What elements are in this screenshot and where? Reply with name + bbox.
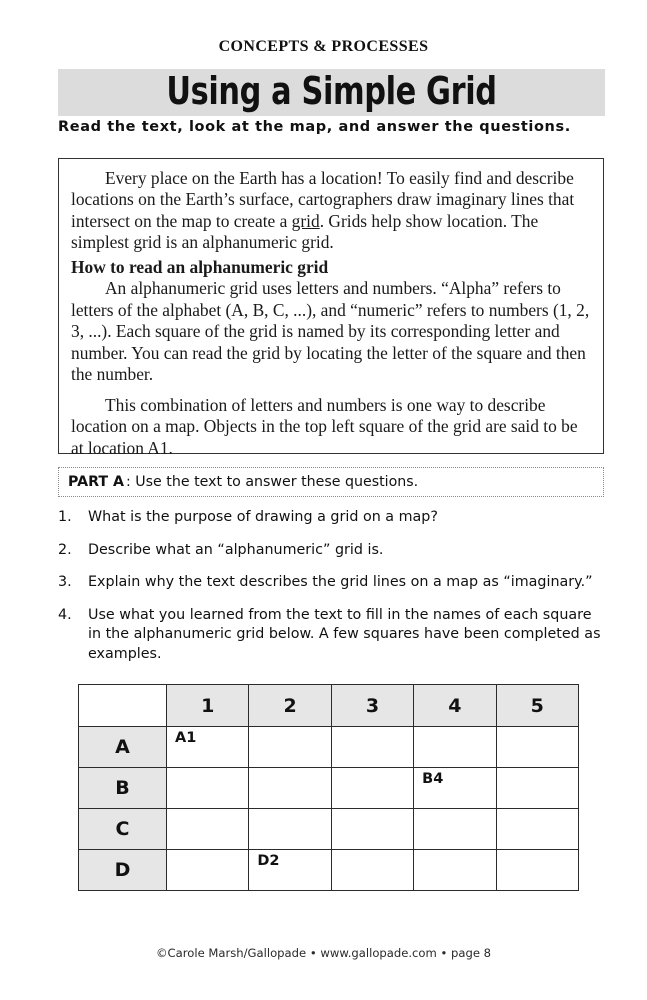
grid-cell-a5[interactable] <box>496 727 578 768</box>
question-item <box>58 541 628 561</box>
passage-p1-underlined-term: grid <box>291 210 320 231</box>
grid-cell-c5[interactable] <box>496 809 578 850</box>
alphanumeric-grid <box>78 684 579 891</box>
grid-row-header: A <box>79 727 167 768</box>
grid-cell-d1[interactable] <box>167 850 249 891</box>
question-text: Explain why the text describes the grid lines on a map as “imaginary.” <box>88 574 593 591</box>
grid-corner-cell <box>79 685 167 727</box>
alphanumeric-grid-wrapper <box>78 684 579 891</box>
question-number: 4. <box>58 606 72 623</box>
grid-cell-b3[interactable] <box>331 768 413 809</box>
grid-cell-b1[interactable] <box>167 768 249 809</box>
passage-paragraph-1 <box>71 168 591 254</box>
passage-p1-tail: . Grids help show location. The simplest grid is an alphanumeric grid. <box>71 210 539 253</box>
grid-cell-d4[interactable] <box>414 850 496 891</box>
question-text: What is the purpose of drawing a grid on a map? <box>88 509 438 525</box>
grid-cell-c4[interactable] <box>414 809 496 850</box>
grid-row <box>79 768 579 809</box>
questions-list <box>58 508 628 677</box>
grid-row-header: B <box>79 768 167 809</box>
part-a-strip <box>58 467 604 497</box>
grid-column-header: 4 <box>414 685 496 727</box>
grid-cell-a3[interactable] <box>331 727 413 768</box>
question-text: Describe what an “alphanumeric” grid is. <box>88 541 384 558</box>
instruction-line: Read the text, look at the map, and answer the questions. <box>58 119 571 135</box>
passage-paragraph-3: This combination of letters and numbers is one way to describe location on a map. Objects in the top left square of the grid are said to be at location A1. <box>71 394 578 458</box>
grid-cell-b2[interactable] <box>249 768 331 809</box>
grid-cell-b5[interactable] <box>496 768 578 809</box>
grid-column-header: 2 <box>249 685 331 727</box>
grid-cell-a4[interactable] <box>414 727 496 768</box>
passage-paragraph-2: An alphanumeric grid uses letters and numbers. “Alpha” refers to letters of the alphabet (A, B, C, ...), and “numeric” refers to numbers (1, 2, 3, ...). Each square of the grid is named by its corresponding letter and number. You can read the grid by locating the letter of the square and then the number. <box>71 278 590 385</box>
grid-cell-d2[interactable]: D2 <box>249 850 331 891</box>
grid-column-header: 5 <box>496 685 578 727</box>
question-number: 1. <box>58 509 72 525</box>
question-number: 2. <box>58 541 72 558</box>
page-footer: ©Carole Marsh/Gallopade • www.gallopade.com • page 8 <box>155 946 492 960</box>
page-title: Using a Simple Grid <box>166 69 497 113</box>
question-number: 3. <box>58 574 72 591</box>
question-item <box>58 606 628 665</box>
part-a-description: : Use the text to answer these questions. <box>125 474 419 490</box>
passage-subheading: How to read an alphanumeric grid <box>71 256 329 277</box>
grid-row-header: D <box>79 850 167 891</box>
passage-p1-lead: Every place on the Earth has a location! To easily find and describe locations on the Earth’s surface, cartographers draw imaginary lines that intersect on the map to create a <box>71 168 575 231</box>
grid-cell-c1[interactable] <box>167 809 249 850</box>
part-a-label: PART A <box>68 474 124 490</box>
grid-row-header: C <box>79 809 167 850</box>
grid-row <box>79 727 579 768</box>
section-kicker: CONCEPTS & PROCESSES <box>218 38 429 55</box>
grid-cell-b4[interactable]: B4 <box>414 768 496 809</box>
grid-row <box>79 809 579 850</box>
question-item <box>58 508 628 528</box>
reading-passage-box <box>58 158 604 458</box>
grid-column-header: 3 <box>331 685 413 727</box>
grid-cell-d5[interactable] <box>496 850 578 891</box>
grid-cell-c2[interactable] <box>249 809 331 850</box>
grid-row <box>79 850 579 891</box>
grid-column-header: 1 <box>167 685 249 727</box>
grid-cell-c3[interactable] <box>331 809 413 850</box>
grid-header-row <box>79 685 579 727</box>
question-item <box>58 573 628 593</box>
grid-cell-a1[interactable]: A1 <box>167 727 249 768</box>
question-text: Use what you learned from the text to fill in the names of each square in the alphanumeric grid below. A few squares have been completed as examples. <box>88 606 601 662</box>
grid-cell-d3[interactable] <box>331 850 413 891</box>
grid-cell-a2[interactable] <box>249 727 331 768</box>
